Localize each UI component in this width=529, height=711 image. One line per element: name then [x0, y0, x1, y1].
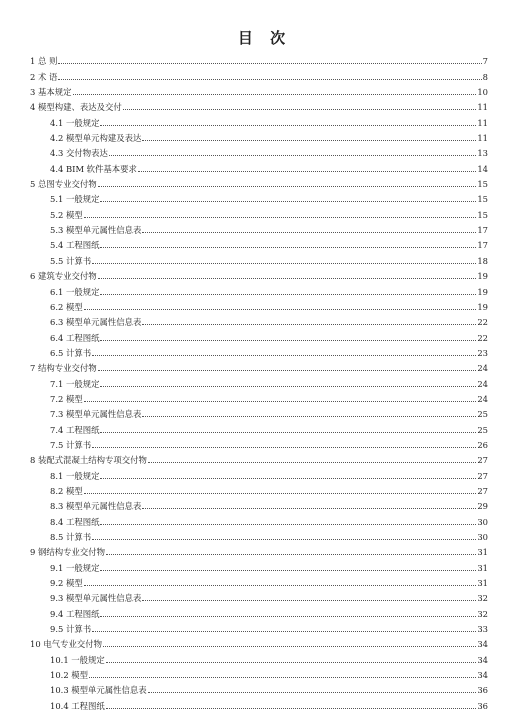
toc-entry-label: 10.2 模型: [50, 670, 89, 681]
toc-entry-label: 5.5 计算书: [50, 255, 92, 266]
toc-entry-label: 5.2 模型: [50, 209, 83, 220]
toc-entry-label: 5.1 一般规定: [50, 194, 100, 205]
toc-entry-page-number: 31: [477, 578, 488, 589]
toc-entry-page-number: 31: [477, 562, 488, 573]
toc-subsection-entry[interactable]: [30, 481, 488, 496]
toc-entry-page-number: 13: [477, 148, 488, 159]
toc-leader-dots: [106, 554, 476, 555]
toc-subsection-entry[interactable]: [30, 465, 488, 480]
toc-subsection-entry[interactable]: [30, 389, 488, 404]
toc-leader-dots: [89, 677, 476, 678]
toc-leader-dots: [98, 370, 477, 371]
toc-entry-page-number: 32: [477, 608, 488, 619]
toc-chapter-entry[interactable]: [30, 174, 488, 189]
toc-entry-page-number: 32: [477, 593, 488, 604]
toc-subsection-entry[interactable]: [30, 189, 488, 204]
toc-entry-page-number: 29: [477, 501, 488, 512]
toc-subsection-entry[interactable]: [30, 128, 488, 143]
toc-leader-dots: [84, 493, 477, 494]
toc-leader-dots: [109, 155, 476, 156]
toc-leader-dots: [58, 63, 481, 64]
toc-leader-dots: [84, 309, 477, 310]
toc-entry-page-number: 22: [477, 317, 488, 328]
toc-entry-label: 8.4 工程图纸: [50, 516, 100, 527]
toc-entry-page-number: 8: [482, 71, 488, 82]
toc-entry-label: 10 电气专业交付物: [30, 639, 102, 650]
page-title: 目 次: [237, 29, 292, 47]
toc-entry-label: 7.5 计算书: [50, 439, 92, 450]
toc-subsection-entry[interactable]: [30, 557, 488, 572]
toc-entry-label: 6 建筑专业交付物: [30, 271, 97, 282]
toc-entry-label: 6.1 一般规定: [50, 286, 100, 297]
toc-leader-dots: [100, 524, 476, 525]
toc-leader-dots: [142, 600, 476, 601]
toc-leader-dots: [100, 247, 476, 248]
toc-entry-page-number: 15: [477, 209, 488, 220]
toc-entry-page-number: 30: [477, 516, 488, 527]
toc-leader-dots: [106, 662, 477, 663]
toc-subsection-entry[interactable]: [30, 297, 488, 312]
toc-subsection-entry[interactable]: [30, 496, 488, 511]
toc-entry-page-number: 30: [477, 532, 488, 542]
toc-leader-dots: [92, 631, 476, 632]
toc-entry-label: 4.2 模型单元构建及表达: [50, 133, 142, 144]
toc-chapter-entry[interactable]: [30, 450, 488, 465]
toc-leader-dots: [84, 217, 477, 218]
table-of-contents: [30, 51, 488, 711]
toc-entry-page-number: 19: [477, 286, 488, 297]
toc-entry-label: 8.1 一般规定: [50, 470, 100, 481]
toc-leader-dots: [138, 171, 476, 172]
toc-subsection-entry[interactable]: [30, 158, 488, 173]
toc-entry-page-number: 11: [477, 102, 488, 113]
toc-entry-label: 4 模型构建、表达及交付: [30, 102, 122, 113]
toc-entry-label: 8.3 模型单元属性信息表: [50, 501, 142, 512]
toc-entry-label: 7.3 模型单元属性信息表: [50, 409, 142, 420]
toc-entry-page-number: 17: [477, 240, 488, 251]
toc-entry-page-number: 18: [477, 255, 488, 266]
toc-entry-label: 8.5 计算书: [50, 532, 92, 542]
toc-leader-dots: [100, 201, 476, 202]
toc-leader-dots: [100, 478, 476, 479]
toc-subsection-entry[interactable]: [30, 695, 488, 710]
toc-subsection-entry[interactable]: [30, 250, 488, 265]
toc-subsection-entry[interactable]: [30, 527, 488, 542]
toc-subsection-entry[interactable]: [30, 603, 488, 618]
toc-leader-dots: [142, 140, 476, 141]
toc-subsection-entry[interactable]: [30, 419, 488, 434]
toc-entry-label: 7 结构专业交付物: [30, 363, 97, 374]
toc-subsection-entry[interactable]: [30, 327, 488, 342]
toc-leader-dots: [92, 263, 476, 264]
toc-entry-label: 10.4 工程图纸: [50, 700, 105, 711]
toc-subsection-entry[interactable]: [30, 112, 488, 127]
toc-entry-label: 7.4 工程图纸: [50, 424, 100, 435]
toc-subsection-entry[interactable]: [30, 588, 488, 603]
toc-chapter-entry[interactable]: [30, 66, 488, 81]
toc-entry-page-number: 25: [477, 424, 488, 435]
toc-entry-page-number: 11: [477, 133, 488, 144]
toc-leader-dots: [142, 324, 476, 325]
toc-entry-label: 9.4 工程图纸: [50, 608, 100, 619]
toc-entry-page-number: 11: [477, 117, 488, 128]
toc-chapter-entry[interactable]: [30, 634, 488, 649]
toc-entry-label: 1 总 则: [30, 56, 58, 67]
toc-entry-page-number: 24: [477, 393, 488, 404]
toc-entry-label: 4.1 一般规定: [50, 117, 100, 128]
toc-entry-page-number: 17: [477, 225, 488, 236]
toc-subsection-entry[interactable]: [30, 143, 488, 158]
toc-chapter-entry[interactable]: [30, 358, 488, 373]
toc-entry-page-number: 34: [477, 654, 488, 665]
toc-entry-label: 8 装配式混凝土结构专项交付物: [30, 455, 147, 466]
toc-leader-dots: [98, 278, 477, 279]
toc-entry-page-number: 10: [477, 87, 488, 98]
toc-entry-page-number: 31: [477, 547, 488, 558]
toc-subsection-entry[interactable]: [30, 312, 488, 327]
toc-entry-label: 10.1 一般规定: [50, 654, 105, 665]
toc-subsection-entry[interactable]: [30, 435, 488, 450]
toc-subsection-entry[interactable]: [30, 343, 488, 358]
toc-leader-dots: [100, 432, 476, 433]
toc-entry-page-number: 33: [477, 624, 488, 635]
toc-entry-page-number: 14: [477, 163, 488, 174]
toc-leader-dots: [100, 616, 476, 617]
toc-leader-dots: [106, 708, 477, 709]
toc-leader-dots: [98, 186, 477, 187]
toc-entry-label: 9.3 模型单元属性信息表: [50, 593, 142, 604]
toc-leader-dots: [58, 79, 481, 80]
toc-subsection-entry[interactable]: [30, 220, 488, 235]
toc-subsection-entry[interactable]: [30, 573, 488, 588]
toc-subsection-entry[interactable]: [30, 619, 488, 634]
toc-entry-page-number: 26: [477, 439, 488, 450]
toc-entry-page-number: 34: [477, 670, 488, 681]
toc-subsection-entry[interactable]: [30, 373, 488, 388]
toc-entry-label: 7.2 模型: [50, 393, 83, 404]
toc-entry-page-number: 19: [477, 271, 488, 282]
toc-leader-dots: [148, 462, 476, 463]
toc-entry-page-number: 23: [477, 347, 488, 358]
toc-entry-page-number: 22: [477, 332, 488, 343]
toc-entry-label: 2 术 语: [30, 71, 58, 82]
toc-leader-dots: [100, 386, 476, 387]
toc-subsection-entry[interactable]: [30, 649, 488, 664]
toc-leader-dots: [123, 109, 477, 110]
toc-leader-dots: [84, 585, 477, 586]
toc-entry-page-number: 25: [477, 409, 488, 420]
toc-entry-label: 6.3 模型单元属性信息表: [50, 317, 142, 328]
toc-entry-page-number: 27: [477, 485, 488, 496]
toc-entry-label: 6.4 工程图纸: [50, 332, 100, 343]
toc-entry-page-number: 24: [477, 378, 488, 389]
toc-leader-dots: [103, 646, 476, 647]
toc-leader-dots: [100, 294, 476, 295]
toc-entry-page-number: 7: [482, 56, 488, 67]
toc-entry-page-number: 19: [477, 301, 488, 312]
toc-subsection-entry[interactable]: [30, 404, 488, 419]
toc-leader-dots: [148, 692, 477, 693]
toc-subsection-entry[interactable]: [30, 511, 488, 526]
toc-entry-label: 5.4 工程图纸: [50, 240, 100, 251]
toc-entry-page-number: 15: [477, 179, 488, 190]
toc-entry-label: 5.3 模型单元属性信息表: [50, 225, 142, 236]
toc-entry-page-number: 27: [477, 455, 488, 466]
toc-entry-label: 9.1 一般规定: [50, 562, 100, 573]
toc-entry-label: 6.5 计算书: [50, 347, 92, 358]
toc-leader-dots: [92, 539, 476, 540]
toc-entry-label: 9 钢结构专业交付物: [30, 547, 105, 558]
toc-entry-label: 3 基本规定: [30, 87, 72, 98]
toc-chapter-entry[interactable]: [30, 97, 488, 112]
toc-entry-label: 6.2 模型: [50, 301, 83, 312]
toc-entry-label: 4.3 交付物表达: [50, 148, 108, 159]
toc-leader-dots: [100, 125, 476, 126]
toc-leader-dots: [92, 355, 476, 356]
toc-entry-page-number: 27: [477, 470, 488, 481]
toc-leader-dots: [100, 340, 476, 341]
toc-entry-label: 10.3 模型单元属性信息表: [50, 685, 147, 696]
toc-entry-label: 4.4 BIM 软件基本要求: [50, 163, 137, 174]
toc-entry-label: 9.2 模型: [50, 578, 83, 589]
toc-subsection-entry[interactable]: [30, 204, 488, 219]
toc-leader-dots: [142, 232, 476, 233]
toc-leader-dots: [100, 570, 476, 571]
toc-chapter-entry[interactable]: [30, 542, 488, 557]
toc-entry-label: 7.1 一般规定: [50, 378, 100, 389]
toc-entry-label: 8.2 模型: [50, 485, 83, 496]
toc-entry-page-number: 34: [477, 639, 488, 650]
toc-subsection-entry[interactable]: [30, 665, 488, 680]
toc-entry-page-number: 15: [477, 194, 488, 205]
toc-entry-label: 9.5 计算书: [50, 624, 92, 635]
toc-entry-page-number: 24: [477, 363, 488, 374]
toc-subsection-entry[interactable]: [30, 680, 488, 695]
toc-chapter-entry[interactable]: [30, 51, 488, 66]
toc-subsection-entry[interactable]: [30, 281, 488, 296]
toc-leader-dots: [142, 508, 476, 509]
toc-subsection-entry[interactable]: [30, 235, 488, 250]
toc-leader-dots: [142, 416, 476, 417]
toc-leader-dots: [73, 94, 477, 95]
toc-entry-page-number: 36: [477, 685, 488, 696]
toc-chapter-entry[interactable]: [30, 82, 488, 97]
toc-leader-dots: [84, 401, 477, 402]
toc-chapter-entry[interactable]: [30, 266, 488, 281]
toc-leader-dots: [92, 447, 476, 448]
toc-entry-label: 5 总图专业交付物: [30, 179, 97, 190]
toc-entry-page-number: 36: [477, 700, 488, 711]
